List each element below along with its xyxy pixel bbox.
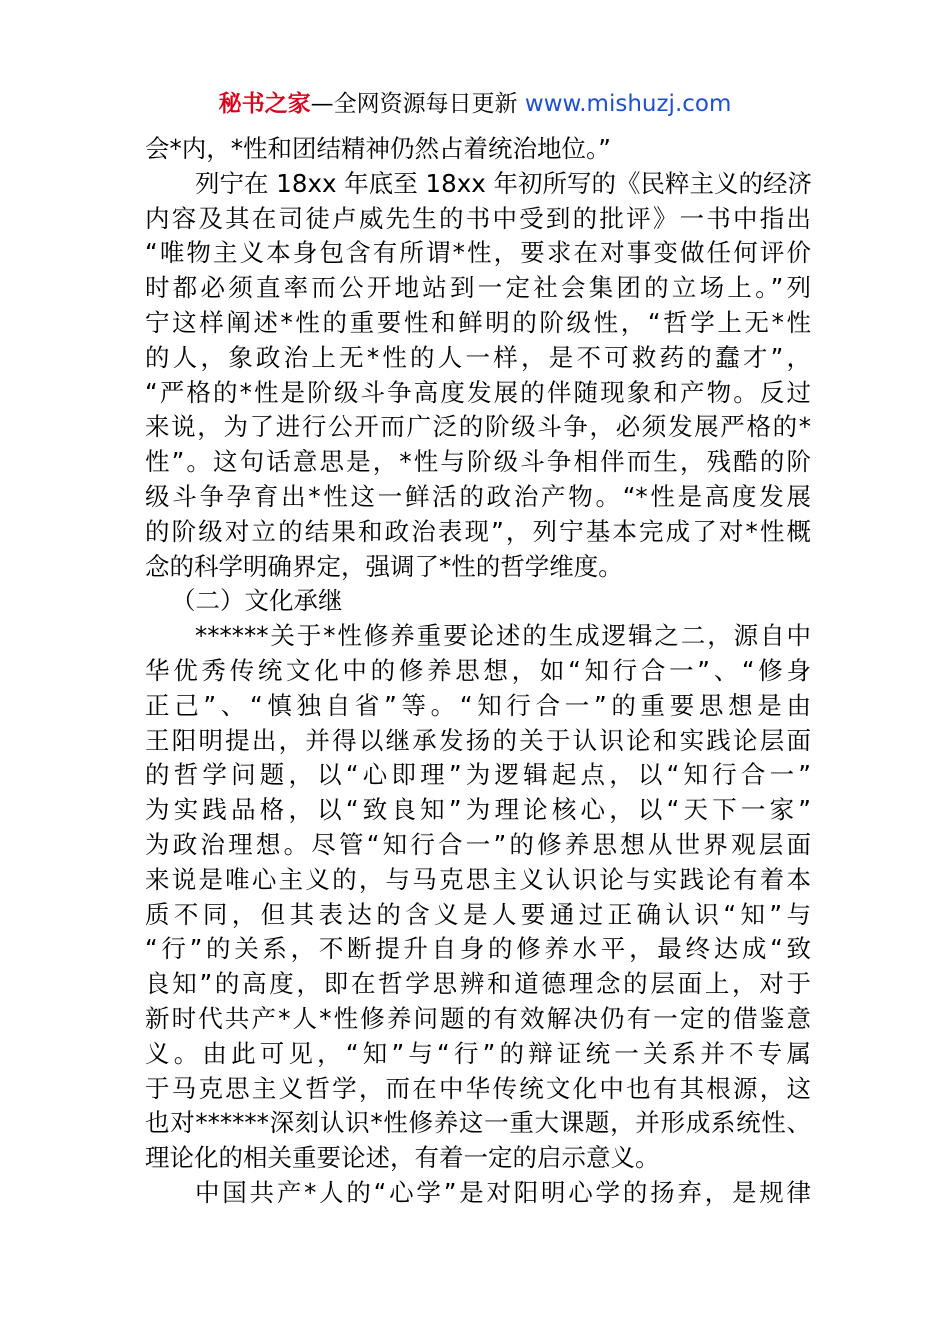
text-line: 为政治理想。尽管“知行合一”的修养思想从世界观层面	[145, 829, 811, 859]
text-line: 念的科学明确界定，强调了*性的哲学维度。	[145, 551, 623, 581]
text-line: ******关于*性修养重要论述的生成逻辑之二，源自中	[195, 621, 811, 651]
text-line: 义。由此可见，“知”与“行”的辩证统一关系并不专属	[145, 1038, 811, 1068]
text-line: 会*内，*性和团结精神仍然占着统治地位。”	[145, 134, 611, 163]
paragraph	[145, 167, 811, 585]
paragraph	[145, 132, 811, 167]
document-body	[145, 132, 811, 1211]
text-line: 华优秀传统文化中的修养思想，如“知行合一”、“修身	[145, 655, 811, 685]
text-line: 时都必须直率而公开地站到一定社会集团的立场上。”列	[145, 273, 811, 303]
text-line: （二）文化承继	[171, 586, 343, 616]
text-line: 的哲学问题，以“心即理”为逻辑起点，以“知行合一”	[145, 760, 811, 790]
text-line: “唯物主义本身包含有所谓*性，要求在对事变做任何评价	[145, 238, 811, 268]
text-line: 列宁在 18xx 年底至 18xx 年初所写的《民粹主义的经济	[195, 168, 812, 198]
text-line: 良知”的高度，即在哲学思辨和道德理念的层面上，对于	[145, 969, 811, 999]
text-line: “严格的*性是阶级斗争高度发展的伴随现象和产物。反过	[145, 377, 811, 407]
text-line: 也对******深刻认识*性修养这一重大课题，并形成系统性、	[145, 1108, 811, 1138]
text-line: 理论化的相关重要论述，有着一定的启示意义。	[145, 1143, 660, 1173]
section-heading	[145, 584, 811, 619]
paragraph	[145, 1176, 811, 1211]
text-line: 级斗争孕育出*性这一鲜活的政治产物。“*性是高度发展	[145, 481, 811, 511]
text-line: 王阳明提出，并得以继承发扬的关于认识论和实践论层面	[145, 725, 811, 755]
text-line: 内容及其在司徒卢威先生的书中受到的批评》一书中指出	[145, 203, 811, 233]
header-brand: 秘书之家	[218, 91, 311, 117]
text-line: 的阶级对立的结果和政治表现”，列宁基本完成了对*性概	[145, 516, 811, 546]
header-tagline: —全网资源每日更新	[310, 91, 518, 117]
text-line: 新时代共产*人*性修养问题的有效解决仍有一定的借鉴意	[145, 1003, 811, 1033]
page-header	[0, 86, 950, 122]
text-line: 中国共产*人的“心学”是对阳明心学的扬弃，是规律	[195, 1177, 811, 1207]
text-line: 质不同，但其表达的含义是人要通过正确认识“知”与	[145, 899, 811, 929]
text-line: 于马克思主义哲学，而在中华传统文化中也有其根源，这	[145, 1073, 811, 1103]
text-line: 正己”、“慎独自省”等。“知行合一”的重要思想是由	[145, 690, 811, 720]
text-line: 为实践品格，以“致良知”为理论核心，以“天下一家”	[145, 795, 811, 825]
text-line: 来说，为了进行公开而广泛的阶级斗争，必须发展严格的*	[145, 412, 811, 442]
text-line: 性”。这句话意思是，*性与阶级斗争相伴而生，残酷的阶	[145, 447, 811, 477]
text-line: 宁这样阐述*性的重要性和鲜明的阶级性，“哲学上无*性	[145, 307, 811, 337]
text-line: “行”的关系，不断提升自身的修养水平，最终达成“致	[145, 934, 811, 964]
text-line: 的人，象政治上无*性的人一样，是不可救药的蠢才”，	[145, 342, 811, 372]
header-url-link[interactable]: www.mishuzj.com	[524, 91, 732, 117]
text-line: 来说是唯心主义的，与马克思主义认识论与实践论有着本	[145, 864, 811, 894]
paragraph	[145, 619, 811, 1176]
